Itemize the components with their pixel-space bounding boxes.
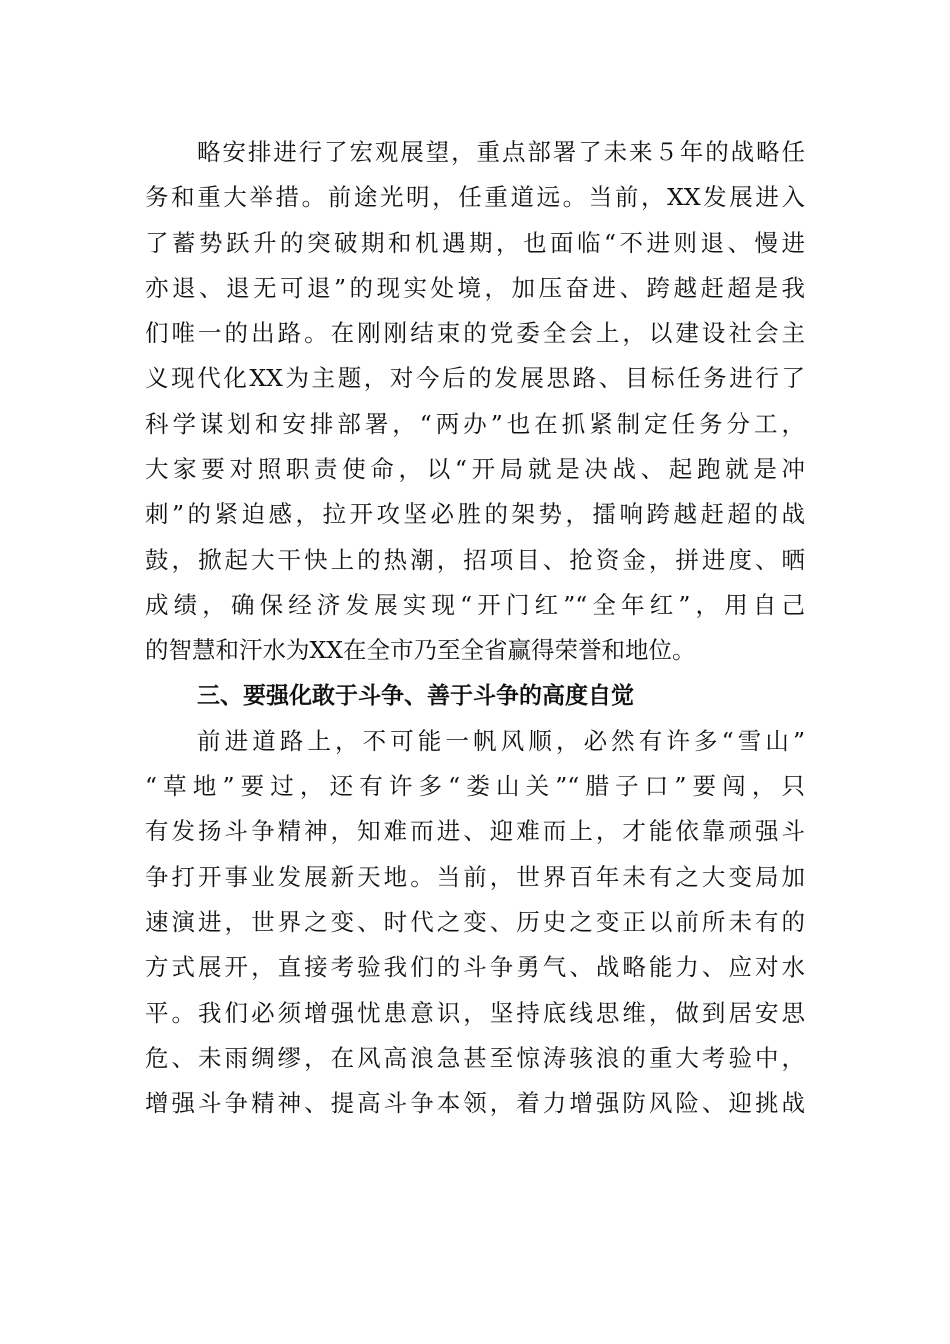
paragraph-1-line: 务和重大举措。前途光明，任重道远。当前，XX发展进入 [145,183,805,212]
paragraph-2-line: 危、未雨绸缪，在风高浪急甚至惊涛骇浪的重大考验中， [145,1043,805,1072]
paragraph-1-line: 义现代化XX为主题，对今后的发展思路、目标任务进行了 [145,364,805,393]
paragraph-1-line: 大家要对照职责使命，以“开局就是决战、起跑就是冲 [145,455,805,484]
paragraph-1-line: 了蓄势跃升的突破期和机遇期，也面临“不进则退、慢进 [145,228,805,257]
paragraph-2-line: 争打开事业发展新天地。当前，世界百年未有之大变局加 [145,862,805,891]
paragraph-1-line: 科学谋划和安排部署，“两办”也在抓紧制定任务分工， [145,409,805,438]
paragraph-1-line: 们唯一的出路。在刚刚结束的党委全会上，以建设社会主 [145,319,805,348]
paragraph-2-line: 方式展开，直接考验我们的斗争勇气、战略能力、应对水 [145,953,805,982]
paragraph-2-line: 平。我们必须增强忧患意识，坚持底线思维，做到居安思 [145,998,805,1027]
paragraph-1 [145,130,805,674]
document-body [145,130,805,1127]
paragraph-1-line: 刺”的紧迫感，拉开攻坚必胜的架势，擂响跨越赶超的战 [145,500,805,529]
paragraph-2-line: “草地”要过，还有许多“娄山关”“腊子口”要闯，只 [145,772,805,801]
paragraph-1-line: 亦退、退无可退”的现实处境，加压奋进、跨越赶超是我 [145,273,805,302]
paragraph-2-line: 前进道路上，不可能一帆风顺，必然有许多“雪山” [197,726,805,755]
paragraph-2-line: 有发扬斗争精神，知难而进、迎难而上，才能依靠顽强斗 [145,817,805,846]
paragraph-2-line: 速演进，世界之变、时代之变、历史之变正以前所未有的 [145,908,805,937]
paragraph-2 [145,719,805,1127]
paragraph-2-line: 增强斗争精神、提高斗争本领，着力增强防风险、迎挑战 [145,1089,805,1118]
paragraph-1-line: 成绩，确保经济发展实现“开门红”“全年红”，用自己 [145,590,805,619]
paragraph-1-line: 的智慧和汗水为XX在全市乃至全省赢得荣誉和地位。 [145,636,696,665]
section-heading: 三、要强化敢于斗争、善于斗争的高度自觉 [197,682,634,709]
paragraph-1-line: 鼓，掀起大干快上的热潮，招项目、抢资金，拼进度、晒 [145,545,805,574]
paragraph-1-line: 略安排进行了宏观展望，重点部署了未来５年的战略任 [197,138,805,166]
